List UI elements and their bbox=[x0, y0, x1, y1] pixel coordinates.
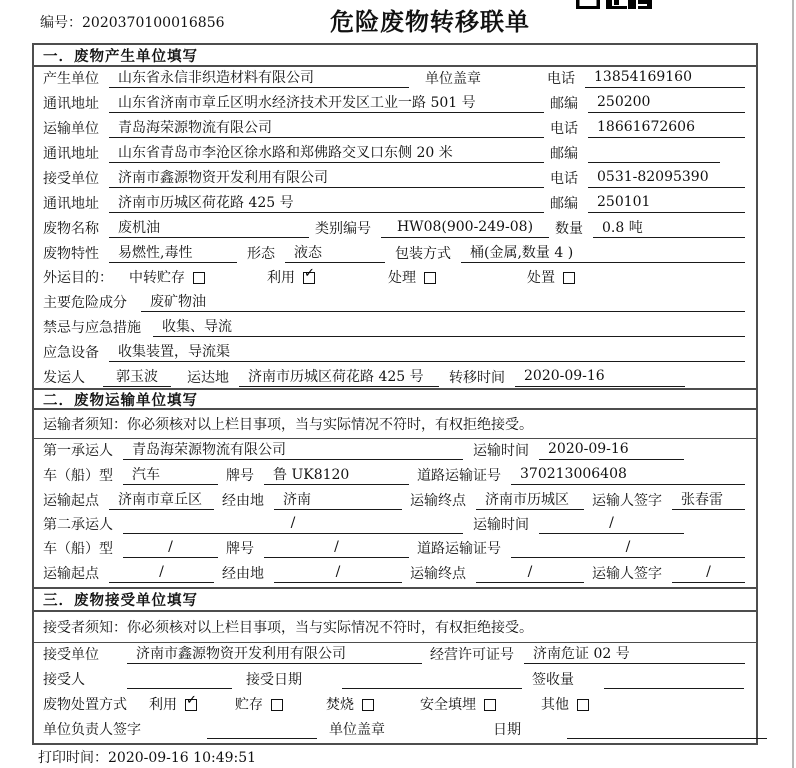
section3-header: 三．废物接受单位填写 bbox=[34, 587, 756, 612]
spacer bbox=[496, 713, 541, 714]
field-label: 运输起点 bbox=[43, 493, 99, 509]
field-value-empty bbox=[127, 670, 232, 689]
checkbox-item bbox=[388, 267, 436, 287]
field-value: 郭玉波 bbox=[103, 366, 171, 387]
spacer bbox=[205, 286, 267, 287]
spacer bbox=[151, 738, 207, 739]
field-label: 运达地 bbox=[187, 370, 229, 386]
field-label: 类别编号 bbox=[315, 221, 371, 237]
field-value: / bbox=[511, 539, 745, 558]
field-label: 废物特性 bbox=[43, 246, 99, 262]
checkbox-label: 中转贮存 bbox=[129, 270, 185, 286]
field-value: / bbox=[476, 564, 584, 583]
field-value: HW08(900-249-08) bbox=[381, 219, 549, 238]
form-row bbox=[34, 514, 756, 538]
form-row bbox=[34, 167, 756, 192]
field-label: 运输终点 bbox=[410, 493, 466, 509]
field-value: / bbox=[123, 539, 218, 558]
spacer bbox=[214, 582, 222, 583]
spacer bbox=[95, 386, 103, 387]
checkbox-item bbox=[267, 267, 315, 287]
field-label: 接受日期 bbox=[246, 671, 302, 688]
field-label: 数量 bbox=[555, 221, 583, 237]
field-label: 签收量 bbox=[532, 671, 574, 688]
field-label: 禁忌与应急措施 bbox=[43, 320, 141, 336]
field-label: 形态 bbox=[247, 246, 275, 262]
field-label: 运输时间 bbox=[473, 443, 529, 459]
spacer bbox=[385, 738, 493, 739]
static-text: 单位盖章 bbox=[425, 71, 481, 87]
serial-label: 编号： bbox=[40, 15, 82, 31]
field-value: / bbox=[539, 515, 684, 534]
field-value: 济南市鑫源物资开发利用有限公司 bbox=[127, 643, 422, 664]
form-row bbox=[34, 668, 756, 693]
form-row bbox=[34, 693, 756, 718]
field-label: 电话 bbox=[547, 71, 575, 87]
spacer bbox=[283, 713, 326, 714]
form-row bbox=[34, 67, 756, 92]
field-value: / bbox=[672, 564, 745, 583]
spacer bbox=[439, 386, 449, 387]
field-value: 济南 bbox=[274, 489, 402, 510]
section2-rows bbox=[34, 439, 756, 587]
field-value: 液态 bbox=[285, 242, 385, 263]
field-value-empty bbox=[207, 720, 317, 739]
field-value: 山东省济南市章丘区明水经济技术开发区工业一路 501 号 bbox=[109, 92, 544, 113]
field-label: 道路运输证号 bbox=[417, 541, 501, 558]
form-row bbox=[34, 291, 756, 316]
field-label: 第二承运人 bbox=[43, 517, 113, 534]
field-label: 电话 bbox=[550, 121, 578, 137]
checkbox-item bbox=[420, 694, 496, 714]
qr-code-fragment-icon bbox=[576, 0, 652, 9]
checkbox-unchecked-icon bbox=[484, 699, 496, 711]
form-row bbox=[34, 117, 756, 142]
field-label: 电话 bbox=[550, 171, 578, 187]
spacer bbox=[402, 582, 410, 583]
checkbox-checked-icon bbox=[185, 692, 197, 711]
section3-rows bbox=[34, 643, 756, 743]
field-label: 邮编 bbox=[550, 146, 578, 162]
field-label: 接受单位 bbox=[43, 171, 99, 187]
spacer bbox=[197, 713, 235, 714]
checkbox-label: 其他 bbox=[541, 696, 569, 713]
spacer bbox=[409, 87, 425, 88]
spacer bbox=[436, 286, 527, 287]
checkbox-checked-icon bbox=[303, 266, 315, 284]
field-label: 牌号 bbox=[226, 541, 254, 558]
checkbox-item bbox=[149, 694, 197, 714]
spacer bbox=[422, 663, 430, 664]
field-value: 0531-82095390 bbox=[588, 169, 745, 188]
spacer bbox=[584, 509, 592, 510]
field-value: 鲁 UK8120 bbox=[264, 464, 409, 485]
spacer bbox=[232, 688, 246, 689]
spacer bbox=[481, 87, 547, 88]
field-value: / bbox=[123, 515, 463, 534]
form-row bbox=[34, 92, 756, 117]
field-value-empty bbox=[588, 144, 720, 163]
spacer bbox=[584, 688, 604, 689]
checkbox-unchecked-icon bbox=[424, 272, 436, 284]
field-value: 250200 bbox=[588, 94, 745, 113]
checkbox-item bbox=[527, 267, 575, 287]
section1-rows bbox=[34, 67, 756, 388]
field-label: 经由地 bbox=[222, 565, 264, 582]
field-value: 18661672606 bbox=[588, 119, 745, 138]
checkbox-label: 处理 bbox=[388, 270, 416, 286]
spacer bbox=[312, 688, 342, 689]
form-row bbox=[34, 242, 756, 267]
field-value-empty bbox=[567, 720, 767, 739]
static-text: 单位盖章 bbox=[329, 722, 385, 738]
field-label: 运输终点 bbox=[410, 565, 466, 582]
field-label: 发运人 bbox=[43, 370, 85, 386]
checkbox-unchecked-icon bbox=[193, 272, 205, 284]
spacer bbox=[315, 286, 388, 287]
spacer bbox=[584, 582, 592, 583]
spacer bbox=[374, 713, 420, 714]
field-label: 运输人签字 bbox=[592, 493, 662, 509]
field-value: / bbox=[109, 564, 214, 583]
field-label: 运输起点 bbox=[43, 565, 99, 582]
field-value: 青岛海荣源物流有限公司 bbox=[123, 439, 463, 460]
field-label: 废物处置方式 bbox=[43, 696, 127, 713]
checkbox-item bbox=[541, 694, 589, 714]
field-label: 经由地 bbox=[222, 493, 264, 509]
spacer bbox=[317, 738, 329, 739]
spacer bbox=[402, 509, 410, 510]
spacer bbox=[95, 688, 127, 689]
field-value: 济南市历城区荷花路 425 号 bbox=[239, 366, 439, 387]
spacer bbox=[218, 557, 226, 558]
spacer bbox=[171, 386, 187, 387]
field-label: 外运目的： bbox=[43, 270, 113, 286]
field-label: 车（船）型 bbox=[43, 468, 113, 484]
field-label: 接受人 bbox=[43, 671, 85, 688]
checkbox-unchecked-icon bbox=[362, 699, 374, 711]
field-label: 运输单位 bbox=[43, 121, 99, 137]
spacer bbox=[218, 484, 226, 485]
spacer bbox=[237, 262, 247, 263]
spacer bbox=[522, 688, 532, 689]
checkbox-unchecked-icon bbox=[563, 272, 575, 284]
form-row bbox=[34, 464, 756, 489]
checkbox-item bbox=[326, 694, 374, 714]
field-label: 产生单位 bbox=[43, 71, 99, 87]
form-row bbox=[34, 643, 756, 668]
form-row bbox=[34, 538, 756, 562]
field-label: 通讯地址 bbox=[43, 146, 99, 162]
field-value: 0.8 吨 bbox=[593, 217, 745, 238]
field-value: 济南危证 02 号 bbox=[524, 643, 745, 664]
field-label: 接受单位 bbox=[43, 646, 99, 663]
section2-header: 二．废物运输单位填写 bbox=[34, 388, 756, 410]
checkbox-label: 利用 bbox=[267, 270, 295, 286]
page-right-edge-divider bbox=[792, 0, 794, 768]
field-label: 运输人签字 bbox=[592, 565, 662, 582]
section3-receiver-notice: 接受者须知：你必须核对以上栏目事项，当与实际情况不符时，有权拒绝接受。 bbox=[34, 612, 756, 643]
field-value: 13854169160 bbox=[585, 69, 745, 88]
spacer bbox=[214, 509, 222, 510]
field-value: 易燃性,毒性 bbox=[109, 242, 237, 263]
field-label: 废物名称 bbox=[43, 221, 99, 237]
form-row bbox=[34, 142, 756, 167]
field-label: 牌号 bbox=[226, 468, 254, 484]
form-row bbox=[34, 562, 756, 586]
field-label: 日期 bbox=[493, 722, 521, 738]
field-label: 转移时间 bbox=[449, 370, 505, 386]
field-value: 收集、导流 bbox=[153, 316, 745, 337]
checkbox-item bbox=[129, 267, 205, 287]
checkbox-label: 安全填埋 bbox=[420, 696, 476, 713]
field-label: 经营许可证号 bbox=[430, 646, 514, 663]
form-row bbox=[34, 217, 756, 242]
field-value: 青岛海荣源物流有限公司 bbox=[109, 117, 544, 138]
spacer bbox=[409, 557, 417, 558]
spacer bbox=[137, 713, 149, 714]
field-label: 邮编 bbox=[550, 196, 578, 212]
checkbox-label: 贮存 bbox=[235, 696, 263, 713]
field-label: 车（船）型 bbox=[43, 541, 113, 558]
checkbox-label: 利用 bbox=[149, 696, 177, 713]
field-value: 张春雷 bbox=[672, 489, 745, 510]
field-value: 济南市章丘区 bbox=[109, 489, 214, 510]
form-row bbox=[34, 267, 756, 291]
field-value: 济南市历城区荷花路 425 号 bbox=[109, 192, 544, 213]
field-value: 废矿物油 bbox=[141, 291, 745, 312]
print-time: 打印时间：2020-09-16 10:49:51 bbox=[38, 750, 257, 766]
field-value: 2020-09-16 bbox=[539, 441, 684, 460]
spacer bbox=[463, 533, 473, 534]
field-value: 汽车 bbox=[123, 464, 218, 485]
spacer bbox=[409, 484, 417, 485]
spacer bbox=[463, 459, 473, 460]
checkbox-unchecked-icon bbox=[271, 699, 283, 711]
checkbox-label: 焚烧 bbox=[326, 696, 354, 713]
field-label: 应急设备 bbox=[43, 345, 99, 361]
field-value: 山东省永信非织造材料有限公司 bbox=[109, 67, 409, 88]
field-value-empty bbox=[604, 670, 744, 689]
serial-value: 2020370100016856 bbox=[82, 15, 225, 31]
form-row bbox=[34, 489, 756, 514]
field-value: 废机油 bbox=[109, 217, 309, 238]
spacer bbox=[109, 663, 127, 664]
field-label: 道路运输证号 bbox=[417, 468, 501, 484]
field-value: 桶(金属,数量 4 ) bbox=[461, 242, 745, 263]
field-value: / bbox=[264, 539, 409, 558]
field-label: 单位负责人签字 bbox=[43, 722, 141, 738]
field-label: 邮编 bbox=[550, 96, 578, 112]
field-value: 济南市鑫源物资开发利用有限公司 bbox=[109, 167, 544, 188]
checkbox-label: 处置 bbox=[527, 270, 555, 286]
page-title: 危险废物转移联单 bbox=[330, 7, 530, 36]
form-row bbox=[34, 439, 756, 464]
check-mark-icon: ✓ bbox=[304, 266, 315, 281]
form-row bbox=[34, 316, 756, 341]
field-label: 主要危险成分 bbox=[43, 295, 127, 311]
section1-header: 一．废物产生单位填写 bbox=[34, 45, 756, 67]
transfer-form-table bbox=[32, 43, 758, 745]
form-row bbox=[34, 192, 756, 217]
field-value-empty bbox=[342, 670, 522, 689]
field-label: 运输时间 bbox=[473, 517, 529, 534]
serial-number bbox=[40, 12, 225, 32]
form-row bbox=[34, 341, 756, 366]
field-value: 收集装置，导流渠 bbox=[109, 341, 745, 362]
form-row bbox=[34, 718, 756, 743]
field-value: 2020-09-16 bbox=[515, 368, 685, 387]
section2-carrier-notice: 运输者须知：你必须核对以上栏目事项，当与实际情况不符时，有权拒绝接受。 bbox=[34, 410, 756, 439]
checkbox-unchecked-icon bbox=[577, 699, 589, 711]
spacer bbox=[531, 738, 567, 739]
check-mark-icon: ✓ bbox=[186, 692, 197, 708]
field-label: 通讯地址 bbox=[43, 96, 99, 112]
field-value: 山东省青岛市李沧区徐水路和郑佛路交叉口东侧 20 米 bbox=[109, 142, 544, 163]
field-label: 包装方式 bbox=[395, 246, 451, 262]
field-label: 通讯地址 bbox=[43, 196, 99, 212]
field-value: 370213006408 bbox=[511, 466, 745, 485]
field-value: 济南市历城区 bbox=[476, 489, 584, 510]
field-label: 第一承运人 bbox=[43, 443, 113, 459]
checkbox-item bbox=[235, 694, 283, 714]
spacer bbox=[385, 262, 395, 263]
field-value: 250101 bbox=[588, 194, 745, 213]
field-value: / bbox=[274, 564, 402, 583]
